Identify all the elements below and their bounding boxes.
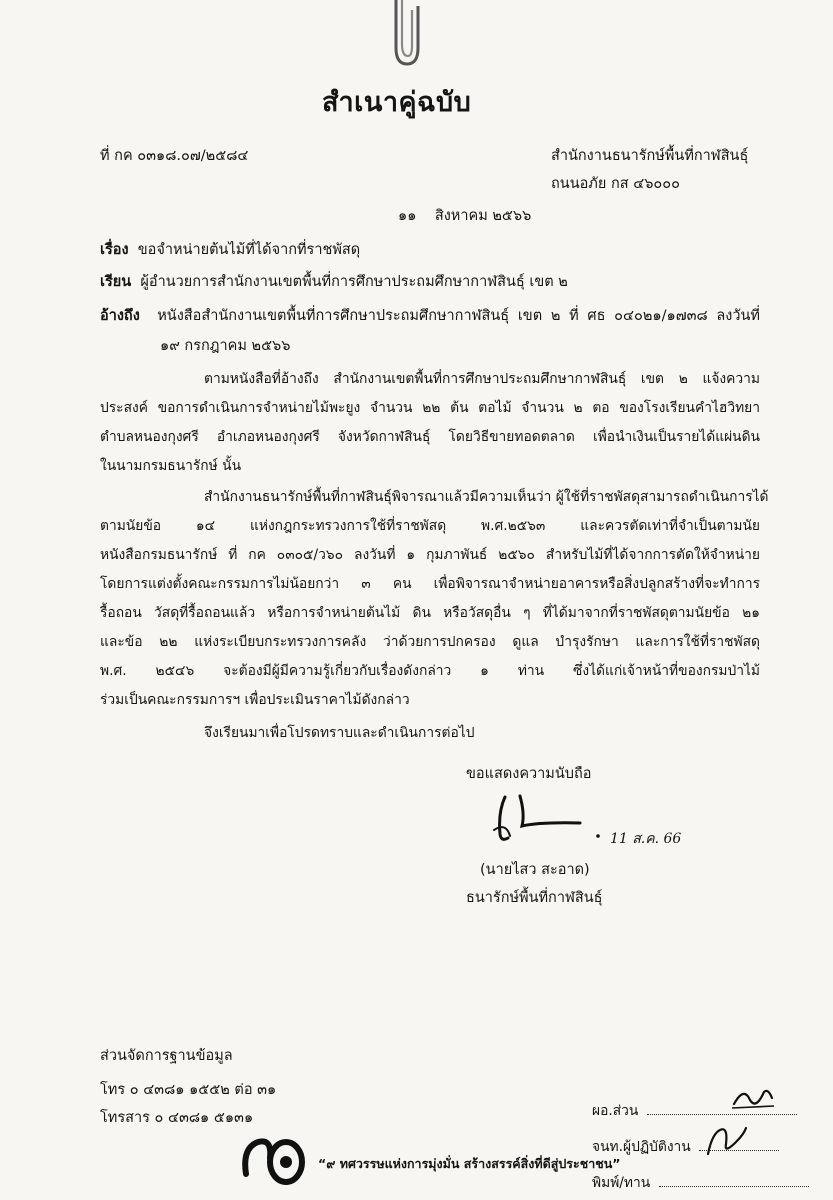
approval-line-director: ผอ.ส่วน	[592, 1100, 828, 1122]
paragraph-1-line: ตามหนังสือที่อ้างถึง สำนักงานเขตพื้นที่การศึกษาประถมศึกษากาฬสินธุ์ เขต ๒ แจ้งความ	[204, 371, 760, 387]
date-month-year: สิงหาคม ๒๕๖๖	[434, 208, 532, 224]
reference-label: อ้างถึง	[100, 308, 140, 324]
signer-name: (นายไสว สะอาด)	[480, 862, 590, 878]
anniversary-logo-icon	[236, 1128, 308, 1192]
reference-text: หนังสือสำนักงานเขตพื้นที่การศึกษาประถมศึกษากาฬสินธุ์ เขต ๒ ที่ ศธ ๐๔๐๒๑/๑๗๓๘ ลงวันที่	[157, 308, 760, 324]
reference-line-1	[100, 304, 760, 327]
closing-request: จึงเรียนมาเพื่อโปรดทราบและดำเนินการต่อไป	[204, 725, 475, 741]
phone-number: โทร ๐ ๔๓๘๑ ๑๕๕๒ ต่อ ๓๑	[100, 1082, 277, 1098]
initial-mark	[700, 1124, 750, 1162]
subject-text: ขอจำหน่ายต้นไม้ที่ได้จากที่ราชพัสดุ	[137, 242, 361, 258]
slogan: “๙ ทศวรรษแห่งการมุ่งมั่น สร้างสรรค์สิ่งที่ดีสู่ประชาชน”	[318, 1156, 621, 1171]
paragraph-2-line: ร่วมเป็นคณะกรรมการฯ เพื่อประเมินราคาไม้ดังกล่าว	[100, 692, 410, 708]
agency-name: สำนักงานธนารักษ์พื้นที่กาฬสินธุ์	[551, 148, 749, 164]
initial-mark	[728, 1084, 778, 1118]
paragraph-1-line: ตำบลหนองกุงศรี อำเภอหนองกุงศรี จังหวัดกาฬสินธุ์ โดยวิธีขายทอดตลาด เพื่อนำเงินเป็นรายได้แผ่นดิน	[100, 429, 760, 445]
fax-number: โทรสาร ๐ ๔๓๘๑ ๕๑๓๑	[100, 1110, 254, 1126]
recipient-line	[100, 270, 568, 293]
closing-salutation: ขอแสดงความนับถือ	[466, 766, 592, 782]
approval-line-typist: พิมพ์/ทาน	[592, 1172, 828, 1194]
paragraph-2-line: และข้อ ๒๒ แห่งระเบียบกระทรวงการคลัง ว่าด้วยการปกครอง ดูแล บำรุงรักษา และการใช้ที่ราชพัสดุ	[100, 634, 760, 650]
subject-label: เรื่อง	[100, 242, 129, 258]
reference-line-2: ๑๙ กรกฎาคม ๒๕๖๖	[160, 338, 291, 354]
paragraph-2-line: รื้อถอน วัสดุที่รื้อถอนแล้ว หรือการจำหน่ายต้นไม้ ดิน หรือวัสดุอื่น ๆ ที่ได้มาจากที่ราชพัสดุตามนัยข้อ ๒๑	[100, 605, 760, 621]
paragraph-1-line: ในนามกรมธนารักษ์ นั้น	[100, 458, 242, 474]
signature-date: 11 ส.ค. 66	[610, 831, 682, 847]
department-name: ส่วนจัดการฐานข้อมูล	[100, 1048, 233, 1064]
subject-line	[100, 238, 360, 261]
anniversary-logo-text	[308, 1128, 309, 1129]
approval-line-officer: จนท.ผู้ปฏิบัติงาน	[592, 1136, 828, 1158]
signer-position: ธนารักษ์พื้นที่กาฬสินธุ์	[466, 890, 603, 906]
paragraph-2-line: โดยการแต่งตั้งคณะกรรมการไม่น้อยกว่า ๓ คน เพื่อพิจารณาจำหน่ายอาคารหรือสิ่งปลูกสร้างที่จะทำการ	[100, 576, 760, 592]
recipient-label: เรียน	[100, 274, 132, 290]
paragraph-2-line: หนังสือกรมธนารักษ์ ที่ กค ๐๓๐๕/ว๖๐ ลงวันที่ ๑ กุมภาพันธ์ ๒๕๖๐ สำหรับไม้ที่ได้จากการตัดให้จำหน่าย	[100, 547, 760, 563]
document-number: ที่ กค ๐๓๑๘.๐๗/๒๕๘๔	[100, 148, 249, 164]
recipient-text: ผู้อำนวยการสำนักงานเขตพื้นที่การศึกษาประถมศึกษากาฬสินธุ์ เขต ๒	[140, 274, 568, 290]
agency-address: ถนนอภัย กส ๔๖๐๐๐	[551, 176, 680, 192]
date-day: ๑๑	[398, 208, 417, 224]
paragraph-2-line: ตามนัยข้อ ๑๔ แห่งกฎกระทรวงการใช้ที่ราชพัสดุ พ.ศ.๒๕๖๓ และควรตัดเท่าที่จำเป็นตามนัย	[100, 518, 760, 534]
document-date	[398, 204, 531, 227]
document-title: สำเนาคู่ฉบับ	[322, 87, 472, 118]
paragraph-2-line: พ.ศ. ๒๕๔๖ จะต้องมีผู้มีความรู้เกี่ยวกับเรื่องดังกล่าว ๑ ท่าน ซึ่งได้แก่เจ้าหน้าที่ของกรมป่าไม้	[100, 663, 760, 679]
paragraph-1-line: ประสงค์ ขอการดำเนินการจำหน่ายไม้พะยูง จำนวน ๒๒ ต้น ตอไม้ จำนวน ๒ ตอ ของโรงเรียนคำไฮวิทยา	[100, 400, 760, 416]
paperclip-icon	[378, 0, 428, 75]
paragraph-2-line: สำนักงานธนารักษ์พื้นที่กาฬสินธุ์พิจารณาแล้วมีความเห็นว่า ผู้ใช้ที่ราชพัสดุสามารถดำเนินการได้	[204, 489, 769, 505]
